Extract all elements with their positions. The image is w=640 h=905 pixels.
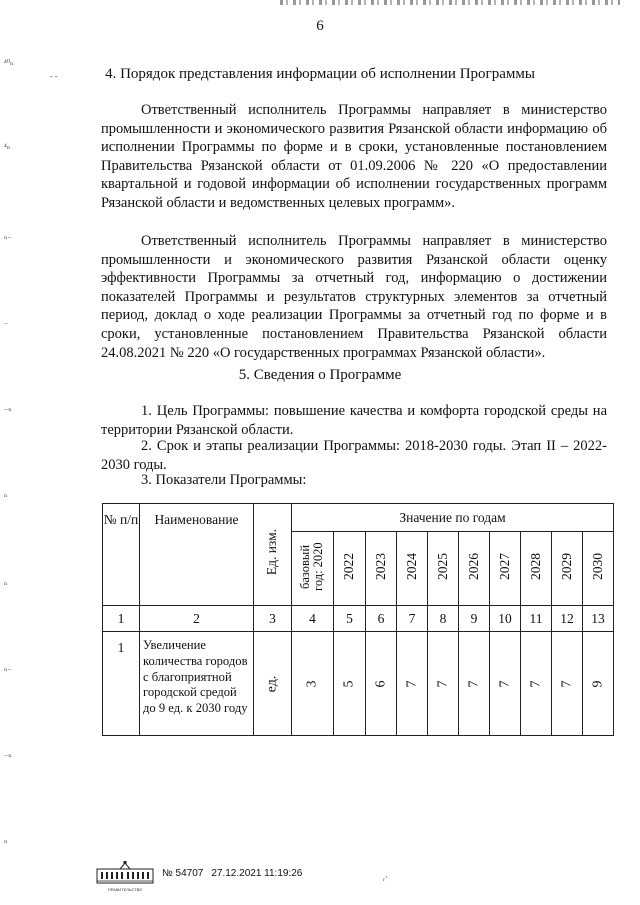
col-number-cell: 7 — [397, 606, 428, 632]
section-4-paragraph-2: Ответственный исполнитель Программы направляет в министерство промышленности и экономического развития Рязанской области оценку эффективности Программы за отчетный год, информацию о достижении показателей Программы и результатов структурных элементов за отчетный период, доклад о ходе реализации Программы за отчетный год по форме и в сроки, установленные постановлением Правительства Рязанской области 24.08.2021 № 220 «О государственных программах Рязанской области». — [101, 233, 607, 361]
section-5-heading: 5. Сведения о Программе — [238, 367, 402, 383]
margin-mark: ⁴⁰ₙ — [4, 58, 14, 67]
document-footer — [96, 860, 303, 892]
table-row — [103, 632, 614, 736]
indicators-table — [102, 503, 614, 736]
section-4-heading: 4. Порядок представления информации об исполнении Программы — [105, 66, 535, 82]
margin-mark: ₙ — [4, 490, 8, 499]
indicator-value: 7 — [397, 632, 428, 736]
column-number-row — [103, 606, 614, 632]
indicator-value: 3 — [292, 632, 334, 736]
col-header-year: 2022 — [334, 532, 366, 606]
document-timestamp: 27.12.2021 11:19:26 — [211, 867, 303, 879]
seal-caption: ПРАВИТЕЛЬСТВО — [107, 887, 143, 892]
col-number-cell: 12 — [552, 606, 583, 632]
col-header-year: 2023 — [366, 532, 397, 606]
col-header-year: 2027 — [490, 532, 521, 606]
goal-paragraph: 1. Цель Программы: повышение качества и комфорта городской среды на территории Рязанской области. — [101, 403, 607, 438]
indicator-value: 7 — [490, 632, 521, 736]
indicator-value: 7 — [428, 632, 459, 736]
margin-mark: ₙ — [4, 578, 8, 587]
margin-mark: ₋ₙ — [4, 750, 12, 759]
indicator-value: 5 — [334, 632, 366, 736]
col-number-cell: 5 — [334, 606, 366, 632]
section-4-paragraph-1: Ответственный исполнитель Программы направляет в министерство промышленности и экономического развития Рязанской области информацию об исполнении Программы по форме и в сроки, установленные постановлением Правительства Рязанской области от 01.09.2006 № 220 «О предоставлении квартальной и годовой информации об исполнении государственных программ Рязанской области и ведомственных целевых программ». — [101, 102, 607, 211]
col-header-unit: Ед. изм. — [254, 504, 292, 606]
col-header-year: 2028 — [521, 532, 552, 606]
indicator-name: Увеличение количества городов с благоприятной городской средой до 9 ед. к 2030 году — [140, 632, 254, 736]
page-number: 6 — [316, 18, 324, 34]
stamp-marks: ᵣ· — [383, 872, 389, 882]
col-number-cell: 1 — [103, 606, 140, 632]
indicator-value: 7 — [459, 632, 490, 736]
margin-mark: ⁴ₙ — [4, 142, 11, 151]
margin-mark: ₙ — [4, 836, 8, 845]
margin-mark: - - — [50, 72, 58, 81]
col-header-name: Наименование — [140, 504, 254, 606]
indicator-value: 7 — [552, 632, 583, 736]
col-number-cell: 10 — [490, 606, 521, 632]
col-header-year: 2029 — [552, 532, 583, 606]
indicator-value: 7 — [521, 632, 552, 736]
col-number-cell: 4 — [292, 606, 334, 632]
col-number-cell: 9 — [459, 606, 490, 632]
col-number-cell: 11 — [521, 606, 552, 632]
col-header-year: 2030 — [583, 532, 614, 606]
margin-mark: ₙ₋ — [4, 232, 12, 241]
indicator-unit: ед. — [254, 632, 292, 736]
col-header-base-year: базовый год: 2020 — [292, 532, 334, 606]
indicator-value: 9 — [583, 632, 614, 736]
document-number: № 54707 — [162, 867, 204, 879]
row-number: 1 — [103, 632, 140, 736]
col-number-cell: 2 — [140, 606, 254, 632]
col-header-values: Значение по годам — [292, 504, 614, 532]
col-number-cell: 6 — [366, 606, 397, 632]
col-header-year: 2025 — [428, 532, 459, 606]
col-header-year: 2024 — [397, 532, 428, 606]
indicator-value: 6 — [366, 632, 397, 736]
col-header-year: 2026 — [459, 532, 490, 606]
col-number-cell: 8 — [428, 606, 459, 632]
col-number-cell: 3 — [254, 606, 292, 632]
indicators-label: 3. Показатели Программы: — [141, 472, 307, 488]
term-paragraph: 2. Срок и этапы реализации Программы: 2018-2030 годы. Этап II – 2022-2030 годы. — [101, 438, 607, 473]
margin-mark: ₙ₋ — [4, 664, 12, 673]
margin-mark: ₋ — [4, 318, 9, 327]
col-header-number: № п/п — [103, 504, 140, 606]
government-building-seal-icon — [96, 860, 154, 886]
margin-mark: ₋ₙ — [4, 404, 12, 413]
scan-edge-artifact — [280, 0, 620, 5]
col-number-cell: 13 — [583, 606, 614, 632]
